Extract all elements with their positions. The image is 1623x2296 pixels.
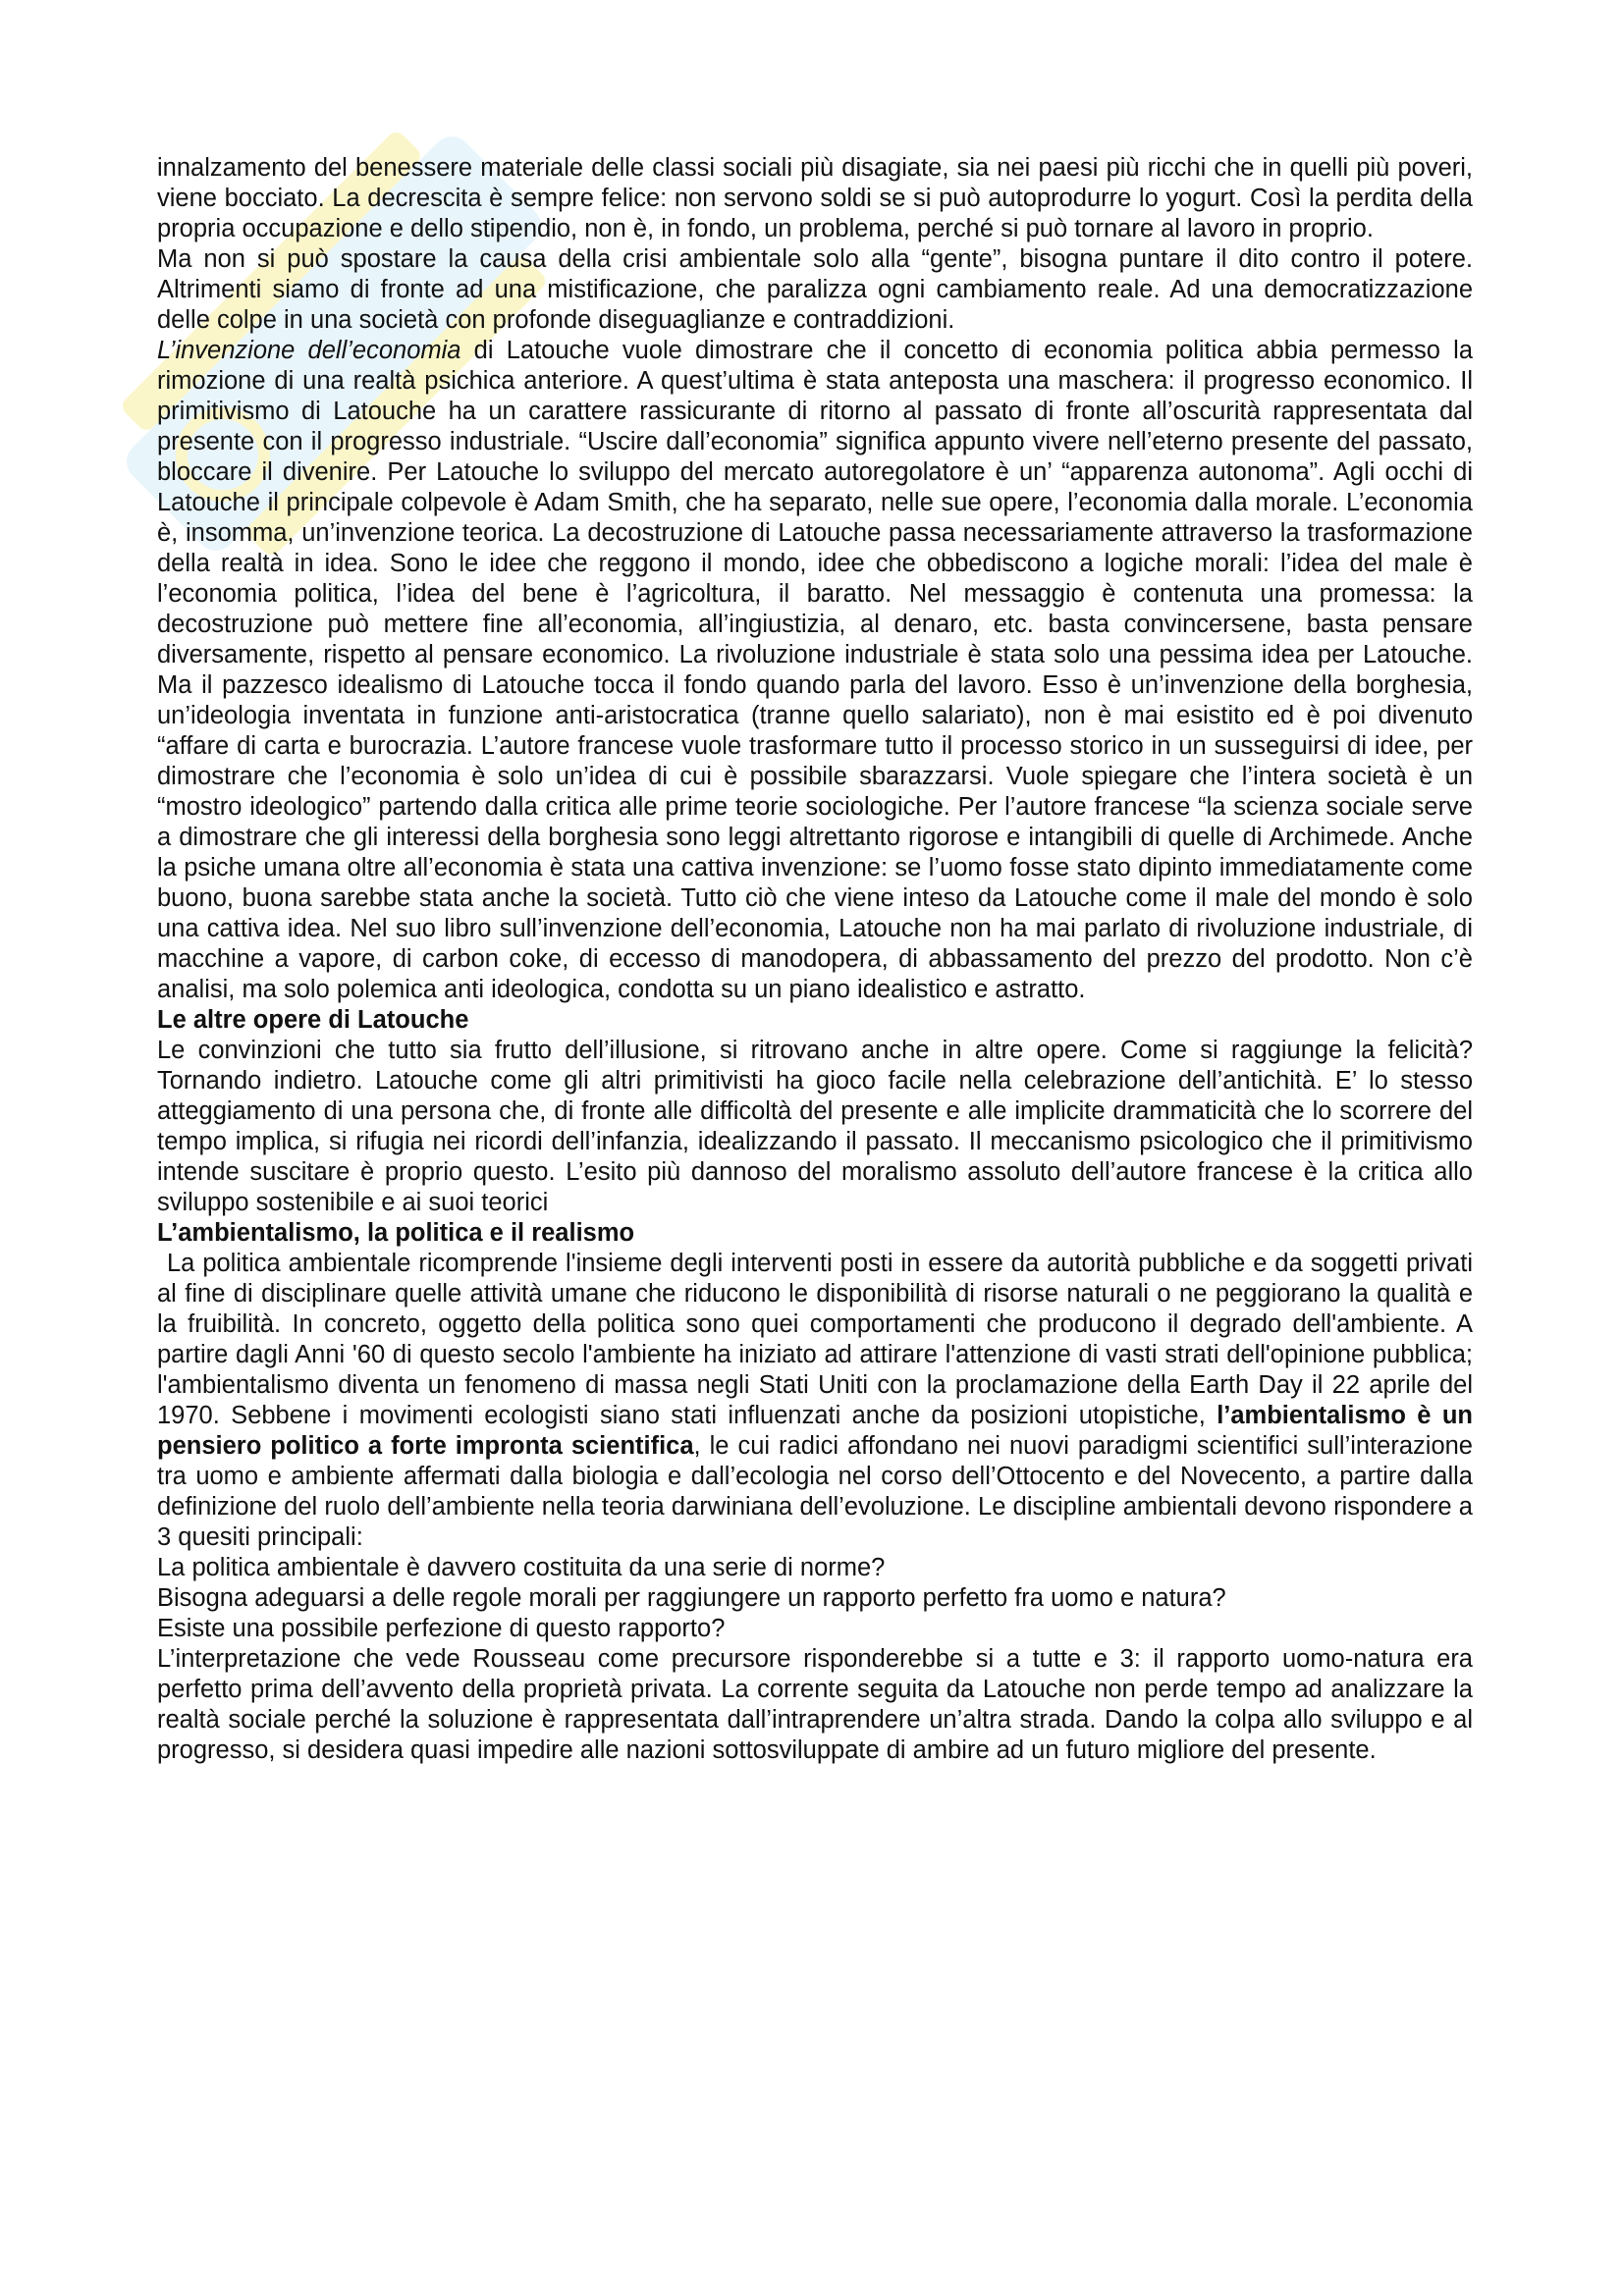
paragraph-invenzione-body: di Latouche vuole dimostrare che il concetto di economia politica abbia permesso la rimozione di una realtà psichica anteriore. A quest’ultima è stata anteposta una maschera: il progresso economico. Il primitivismo di Latouche ha un carattere rassicurante di ritorno al passato di fronte all’oscurità rappresentata dal presente con il progresso industriale. “Uscire dall’economia” significa appunto vivere nell’eterno presente del passato, bloccare il divenire. Per Latouche lo sviluppo del mercato autoregolatore è un’ “apparenza autonoma”. Agli occhi di Latouche il principale colpevole è Adam Smith, che ha separato, nelle sue opere, l’economia dalla morale. L’economia è, insomma, un’invenzione teorica. La decostruzione di Latouche passa necessariamente attraverso la trasformazione della realtà in idea. Sono le idee che reggono il mondo, idee che obbediscono a logiche morali: l’idea del male è l’economia politica, l’idea del bene è l’agricoltura, il baratto. Nel messaggio è contenuta una promessa: la decostruzione può mettere fine all’economia, all’ingiustizia, al denaro, etc. basta convincersene, basta pensare diversamente, rispetto al pensare economico. La rivoluzione industriale è stata solo una pessima idea per Latouche. Ma il pazzesco idealismo di Latouche tocca il fondo quando parla del lavoro. Esso è un’invenzione della borghesia, un’ideologia inventata in funzione anti-aristocratica (tranne quello salariato), non è mai esistito ed è poi divenuto “affare di carta e burocrazia. L’autore francese vuole trasformare tutto il processo storico in un susseguirsi di idee, per dimostrare che l’economia è solo un’idea di cui è possibile sbarazzarsi. Vuole spiegare che l’intera società è un “mostro ideologico” partendo dalla critica alle prime teorie sociologiche. Per l’autore francese “la scienza sociale serve a dimostrare che gli interessi della borghesia sono leggi altrettanto rigorose e intangibili di quelle di Archimede. Anche la psiche umana oltre all’economia è stata una cattiva invenzione: se l’uomo fosse stato dipinto immediatamente come buono, buona sarebbe stata anche la società. Tutto ciò che viene inteso da Latouche come il male del mondo è solo una cattiva idea. Nel suo libro sull’invenzione dell’economia, Latouche non ha mai parlato di rivoluzione industriale, di macchine a vapore, di carbon coke, di eccesso di manodopera, di abbassamento del prezzo del prodotto. Non c’è analisi, ma solo polemica anti ideologica, condotta su un piano idealistico e astratto.	[157, 337, 1473, 1003]
question-1: La politica ambientale è davvero costituita da una serie di norme?	[157, 1554, 886, 1581]
document-body	[157, 153, 1473, 1766]
paragraph-politica-part1: La politica ambientale ricomprende l'insieme degli interventi posti in essere da autorità pubbliche e da soggetti privati al fine di disciplinare quelle attività umane che riducono le disponibilità di risorse naturali o ne peggiorano la qualità e la fruibilità. In concreto, oggetto della politica sono quei comportamenti che producono il degrado dell'ambiente. A partire dagli Anni '60 di questo secolo l'ambiente ha iniziato ad attirare l'attenzione di vasti strati dell'opinione pubblica; l'ambientalismo diventa un fenomeno di massa negli Stati Uniti con la proclamazione della Earth Day il 22 aprile del 1970. Sebbene i movimenti ecologisti siano stati influenzati anche da posizioni utopistiche,	[157, 1250, 1473, 1429]
paragraph-altre-opere: Le convinzioni che tutto sia frutto dell’illusione, si ritrovano anche in altre opere. Come si raggiunge la felicità? Tornando indietro. Latouche come gli altri primitivisti ha gioco facile nella celebrazione dell’antichità. E’ lo stesso atteggiamento di una persona che, di fronte alle difficoltà del presente e alle implicite drammaticità che lo scorrere del tempo implica, si rifugia nei ricordi dell’infanzia, idealizzando il passato. Il meccanismo psicologico che il primitivismo intende suscitare è proprio questo. L’esito più dannoso del moralismo assoluto dell’autore francese è la critica allo sviluppo sostenibile e ai suoi teorici	[157, 1037, 1473, 1216]
question-3: Esiste una possibile perfezione di questo rapporto?	[157, 1615, 726, 1642]
book-title: L’invenzione dell’economia	[157, 337, 461, 364]
section-heading-ambientalismo: L’ambientalismo, la politica e il realismo	[157, 1219, 635, 1247]
paragraph-crisi-ambientale: Ma non si può spostare la causa della crisi ambientale solo alla “gente”, bisogna puntare il dito contro il potere. Altrimenti siamo di fronte ad una mistificazione, che paralizza ogni cambiamento reale. Ad una democratizzazione delle colpe in una società con profonde diseguaglianze e contraddizioni.	[157, 245, 1473, 334]
paragraph-politica-part2: , le cui radici affondano nei nuovi paradigmi scientifici sull’interazione tra uomo e ambiente affermati dalla biologia e dall’ecologia nel corso dell’Ottocento e del Novecento, a partire dalla definizione del ruolo dell’ambiente nella teoria darwiniana dell’evoluzione. Le discipline ambientali devono rispondere a 3 quesiti principali:	[157, 1432, 1473, 1551]
paragraph-invenzione-economia	[157, 336, 1473, 1005]
paragraph-rousseau: L’interpretazione che vede Rousseau come precursore risponderebbe si a tutte e 3: il rapporto uomo-natura era perfetto prima dell’avvento della proprietà privata. La corrente seguita da Latouche non perde tempo ad analizzare la realtà sociale perché la soluzione è rappresentata dall’intraprendere un’altra strada. Dando la colpa allo sviluppo e al progresso, si desidera quasi impedire alle nazioni sottosviluppate di ambire ad un futuro migliore del presente.	[157, 1645, 1473, 1764]
intro-paragraph: innalzamento del benessere materiale delle classi sociali più disagiate, sia nei paesi più ricchi che in quelli più poveri, viene bocciato. La decrescita è sempre felice: non servono soldi se si può autoprodurre lo yogurt. Così la perdita della propria occupazione e dello stipendio, non è, in fondo, un problema, perché si può tornare al lavoro in proprio.	[157, 154, 1473, 242]
paragraph-politica-ambientale	[157, 1249, 1473, 1553]
question-2: Bisogna adeguarsi a delle regole morali per raggiungere un rapporto perfetto fra uomo e natura?	[157, 1584, 1226, 1612]
section-heading-altre-opere: Le altre opere di Latouche	[157, 1006, 469, 1034]
paragraph-politica-bold: l’ambientalismo è un pensiero politico a forte impronta scientifica	[157, 1402, 1473, 1460]
